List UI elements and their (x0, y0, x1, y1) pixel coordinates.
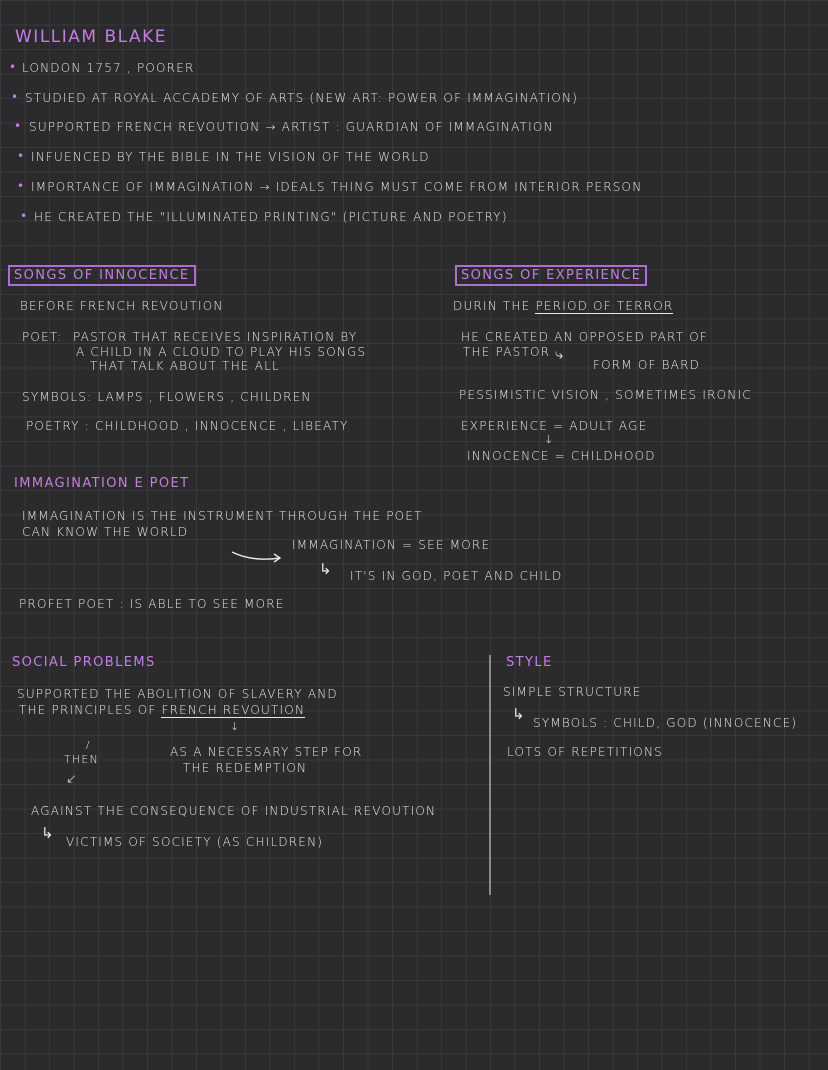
bullet-dot: • (17, 179, 26, 193)
experience-line-part: DURIN THE (453, 299, 531, 313)
period-of-terror: PERIOD OF TERROR (535, 299, 674, 313)
then-label: THEN (64, 753, 99, 766)
bullet-text: LONDON 1757 , POORER (22, 61, 195, 75)
down-arrow-icon: ↓ (544, 433, 555, 446)
curved-arrow-icon (230, 548, 286, 566)
poetry-line: POETRY : CHILDHOOD , INNOCENCE , LIBEATY (26, 419, 349, 433)
down-arrow-icon: ↙ (66, 772, 79, 787)
victims-line: VICTIMS OF SOCIETY (AS CHILDREN) (66, 835, 324, 849)
poet-text: A CHILD IN A CLOUD TO PLAY HIS SONGS (76, 345, 367, 359)
imagination-equation: IMMAGINATION = SEE MORE (292, 538, 491, 552)
social-line (19, 702, 305, 718)
step-line: THE REDEMPTION (183, 761, 308, 775)
innocence-definition: INNOCENCE = CHILDHOOD (467, 449, 656, 463)
imagination-line: IMMAGINATION IS THE INSTRUMENT THROUGH THE POET (22, 509, 423, 523)
style-line: LOTS OF REPETITIONS (507, 745, 663, 759)
bullet-text: HE CREATED THE "ILLUMINATED PRINTING" (PICTURE AND POETRY) (34, 210, 508, 224)
against-line: AGAINST THE CONSEQUENCE OF INDUSTRIAL REVOUTION (31, 804, 437, 818)
social-line-part: THE PRINCIPLES OF (19, 703, 157, 717)
bullet-text: IMPORTANCE OF IMMAGINATION → IDEALS THING MUST COME FROM INTERIOR PERSON (31, 180, 643, 194)
style-line: SYMBOLS : CHILD, GOD (INNOCENCE) (533, 716, 798, 730)
arrow-icon: ⤷ (555, 345, 565, 363)
experience-heading: SONGS OF EXPERIENCE (455, 265, 647, 286)
arrow-icon: ↳ (319, 560, 333, 578)
profet-line: PROFET POET : IS ABLE TO SEE MORE (19, 597, 285, 611)
page-title: WILLIAM BLAKE (15, 27, 168, 47)
innocence-heading: SONGS OF INNOCENCE (8, 265, 196, 286)
style-line: SIMPLE STRUCTURE (503, 685, 642, 699)
imagination-line: CAN KNOW THE WORLD (22, 525, 189, 539)
bullet-text: STUDIED AT ROYAL ACCADEMY OF ARTS (NEW ART: POWER OF IMMAGINATION) (25, 91, 579, 105)
experience-line: FORM OF BARD (593, 358, 701, 372)
bullet-text: INFUENCED BY THE BIBLE IN THE VISION OF THE WORLD (31, 150, 430, 164)
experience-line: THE PASTOR (463, 345, 551, 359)
bullet-dot: • (14, 119, 23, 133)
bullet-text: SUPPORTED FRENCH REVOUTION → ARTIST : GUARDIAN OF IMMAGINATION (29, 120, 554, 134)
experience-line: PESSIMISTIC VISION , SOMETIMES IRONIC (459, 388, 752, 402)
down-arrow-icon: ↓ (230, 720, 241, 733)
bullet-dot: • (20, 209, 29, 223)
column-divider (489, 655, 491, 895)
style-heading: STYLE (506, 655, 553, 670)
poet-text: PASTOR THAT RECEIVES INSPIRATION BY (73, 330, 358, 344)
innocence-line: BEFORE FRENCH REVOUTION (20, 299, 224, 313)
poet-label: POET: (22, 330, 63, 344)
experience-line (453, 298, 673, 314)
experience-line: HE CREATED AN OPPOSED PART OF (461, 330, 709, 344)
arrow-icon: ↳ (512, 705, 526, 723)
bullet-dot: • (17, 149, 26, 163)
step-line: AS A NECESSARY STEP FOR (170, 745, 363, 759)
imagination-sub: IT'S IN GOD, POET AND CHILD (350, 569, 563, 583)
tick-icon: / (86, 740, 91, 751)
arrow-icon: ↳ (41, 824, 55, 842)
social-heading: SOCIAL PROBLEMS (12, 655, 156, 670)
french-revolution: FRENCH REVOUTION (161, 703, 306, 717)
bullet-dot: • (9, 60, 18, 74)
imagination-heading: IMMAGINATION E POET (14, 476, 190, 491)
bullet-dot: • (11, 90, 20, 104)
symbols-line: SYMBOLS: LAMPS , FLOWERS , CHILDREN (22, 390, 312, 404)
poet-text: THAT TALK ABOUT THE ALL (90, 359, 280, 373)
experience-definition: EXPERIENCE = ADULT AGE (461, 419, 648, 433)
social-line: SUPPORTED THE ABOLITION OF SLAVERY AND (17, 687, 338, 701)
